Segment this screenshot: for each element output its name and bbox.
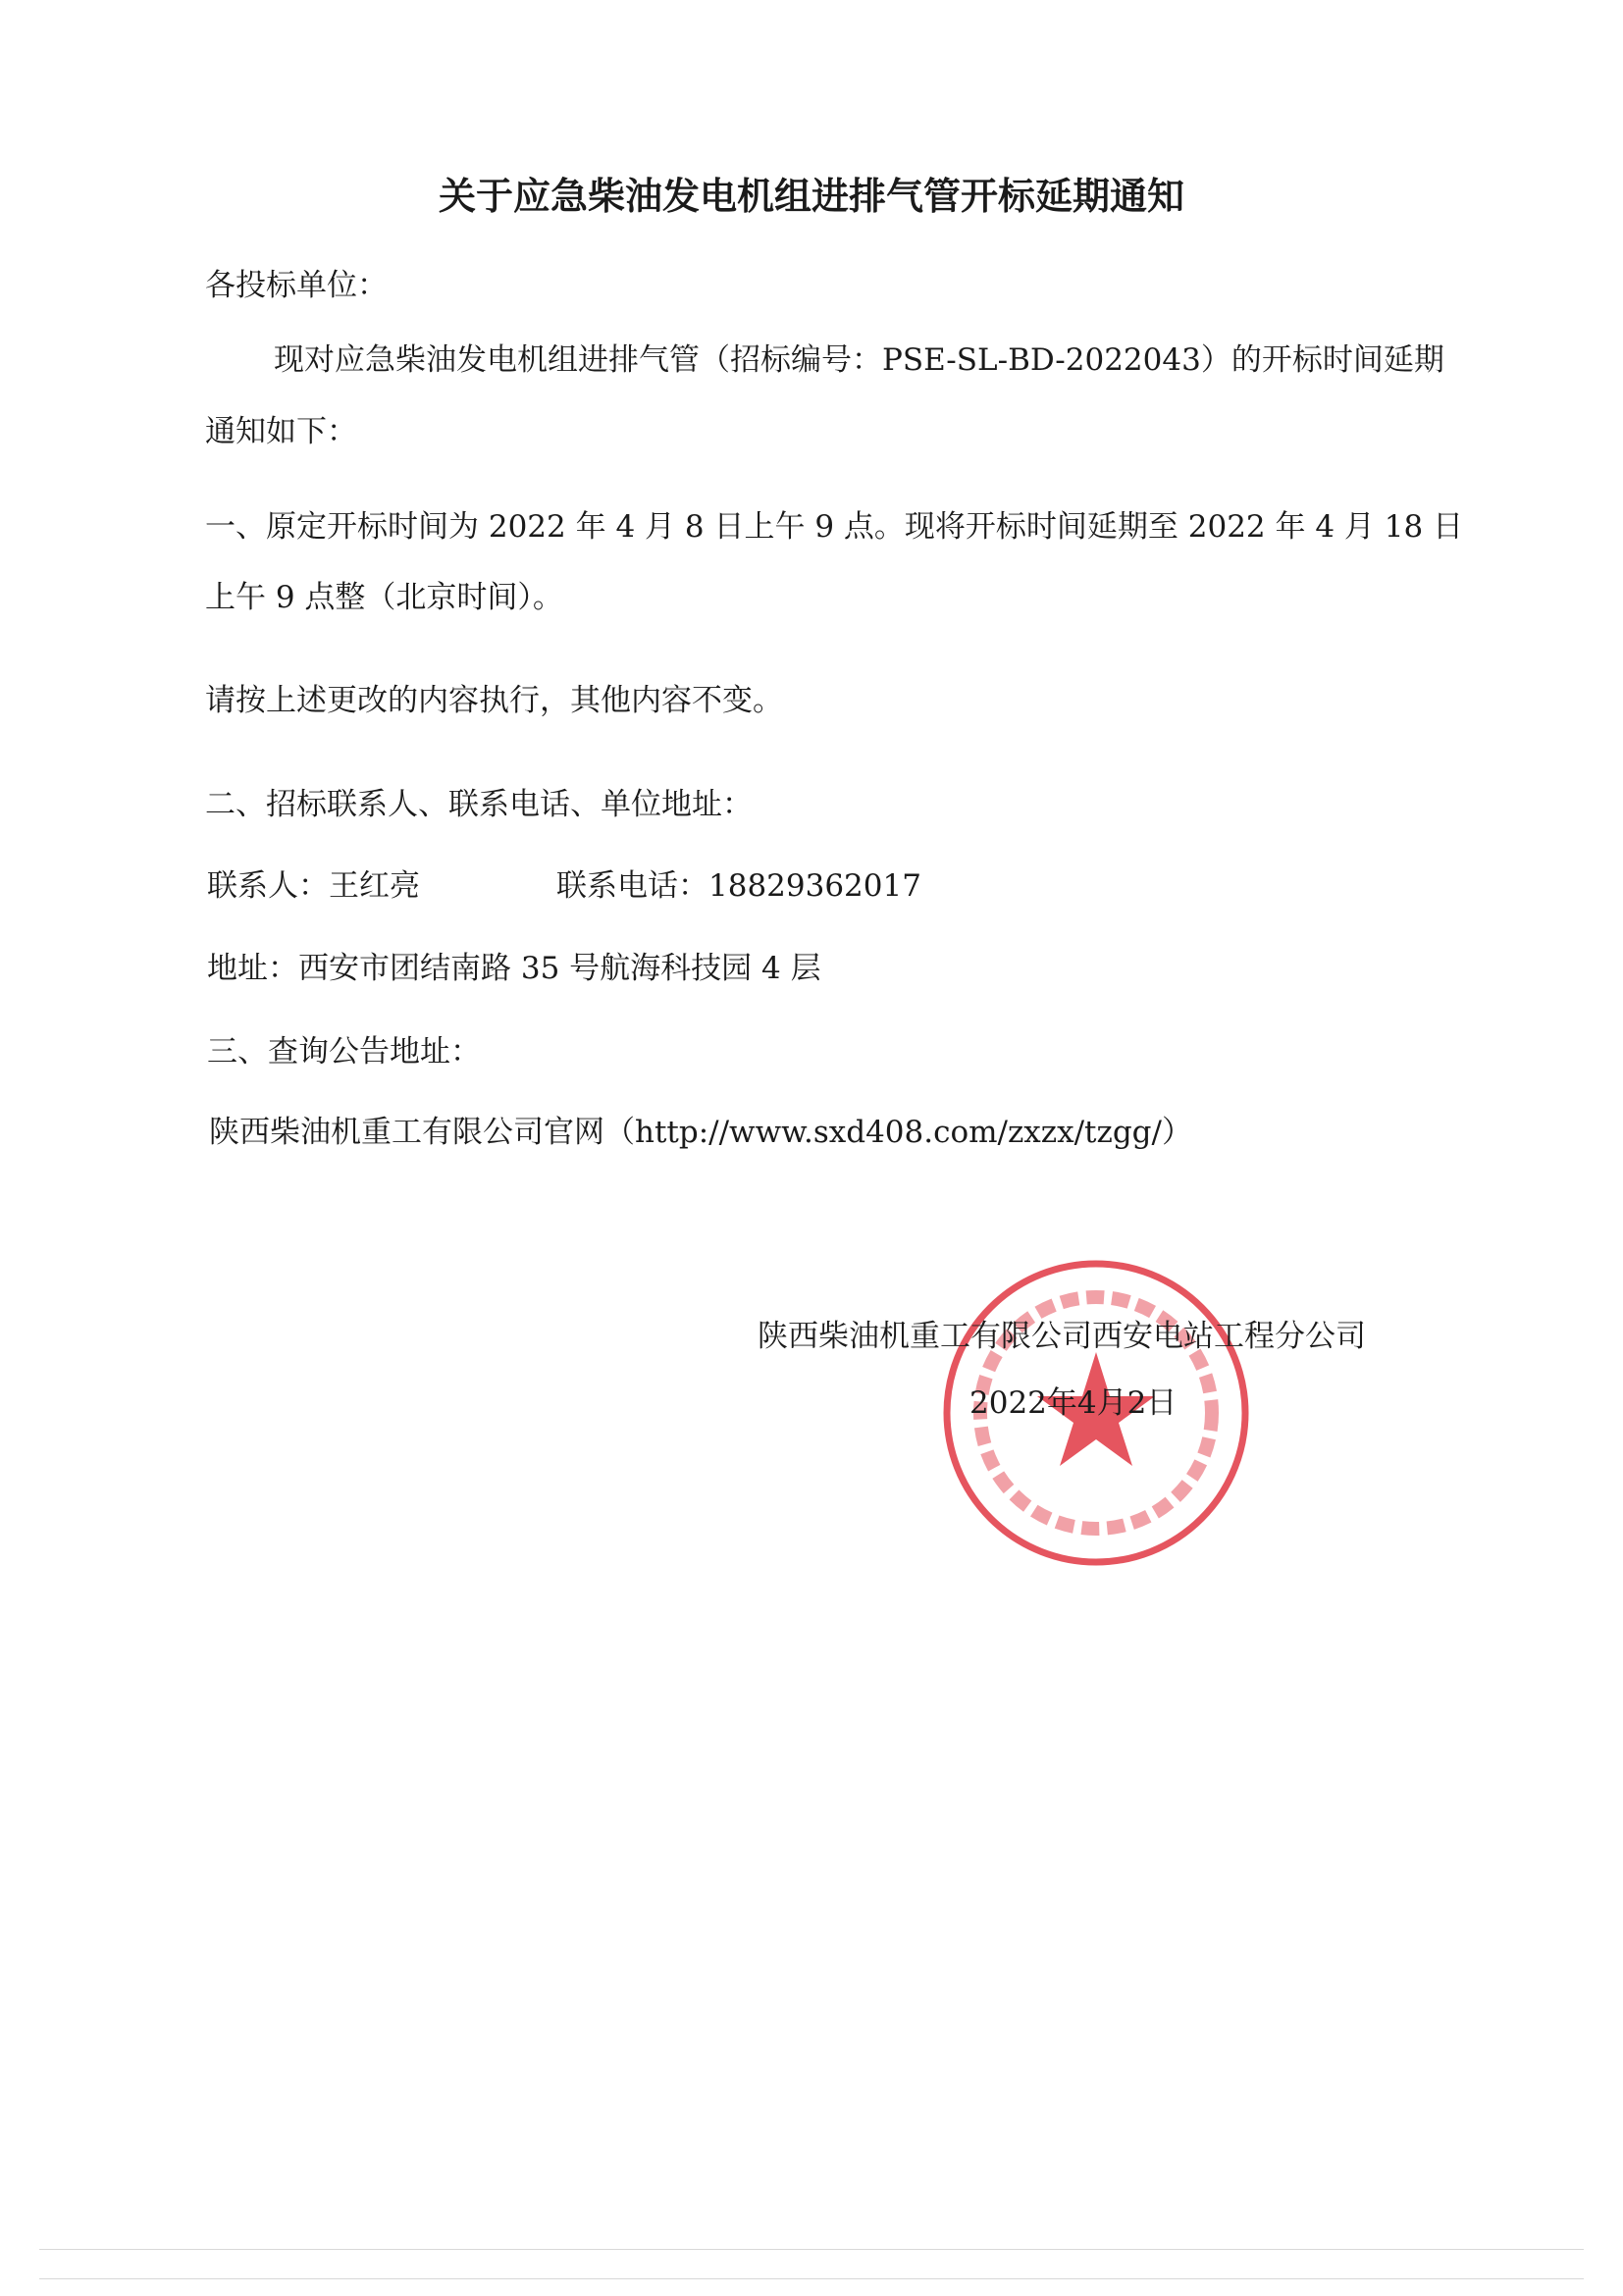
signature-company: 陕西柴油机重工有限公司西安电站工程分公司: [758, 1319, 1366, 1354]
website-link: 陕西柴油机重工有限公司官网（http://www.sxd408.com/zxzx/tzgg/）: [209, 1115, 1192, 1150]
contact-person: 联系人：王红亮: [207, 868, 420, 904]
signature-date: 2022年4月2日: [969, 1385, 1178, 1421]
section2-heading: 二、招标联系人、联系电话、单位地址：: [205, 787, 753, 822]
section1-line-2: 上午 9 点整（北京时间）。: [205, 580, 563, 615]
divider: [39, 2278, 1584, 2279]
salutation: 各投标单位：: [205, 268, 388, 303]
section1-note: 请按上述更改的内容执行，其他内容不变。: [205, 683, 783, 718]
address: 地址：西安市团结南路 35 号航海科技园 4 层: [207, 951, 821, 986]
document-title: 关于应急柴油发电机组进排气管开标延期通知: [438, 175, 1184, 218]
intro-line-1: 现对应急柴油发电机组进排气管（招标编号：PSE-SL-BD-2022043）的开标时间延期: [274, 342, 1444, 378]
section3-heading: 三、查询公告地址：: [207, 1034, 481, 1070]
divider: [39, 2249, 1584, 2250]
contact-phone: 联系电话：18829362017: [556, 868, 921, 904]
section1-line-1: 一、原定开标时间为 2022 年 4 月 8 日上午 9 点。现将开标时间延期至 2022 年 4 月 18 日: [205, 509, 1464, 545]
intro-line-2: 通知如下：: [205, 414, 357, 449]
